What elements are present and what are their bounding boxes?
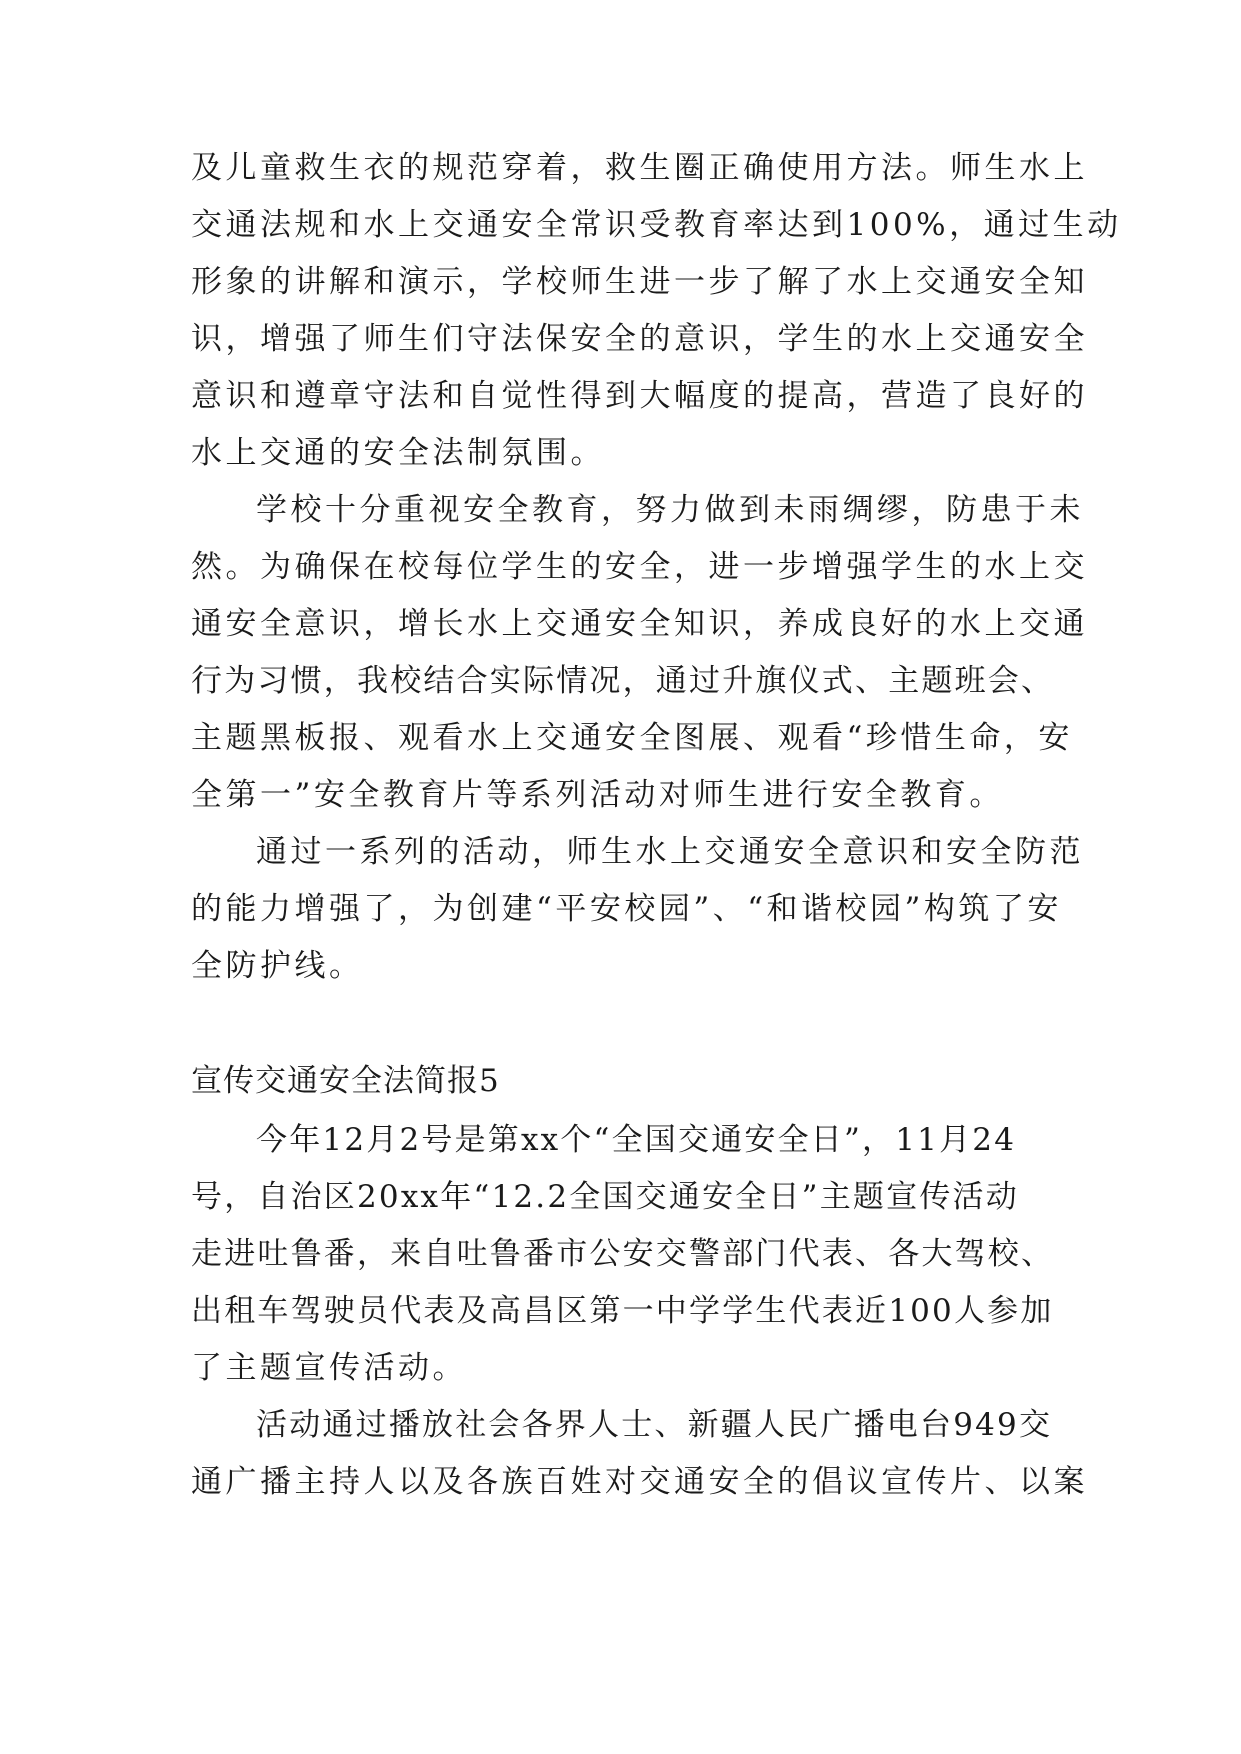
paragraph-line: 全防护线。 bbox=[191, 948, 364, 984]
paragraph-line: 意识和遵章守法和自觉性得到大幅度的提高，营造了良好的 bbox=[191, 378, 1088, 414]
paragraph-line: 活动通过播放社会各界人士、新疆人民广播电台949交 bbox=[256, 1407, 1053, 1443]
section-heading: 宣传交通安全法简报5 bbox=[191, 1063, 500, 1099]
paragraph-line: 学校十分重视安全教育，努力做到未雨绸缪，防患于未 bbox=[256, 492, 1084, 528]
paragraph-line: 通广播主持人以及各族百姓对交通安全的倡议宣传片、以案 bbox=[191, 1464, 1088, 1500]
paragraph-line: 及儿童救生衣的规范穿着，救生圈正确使用方法。师生水上 bbox=[191, 150, 1088, 186]
paragraph-line: 出租车驾驶员代表及高昌区第一中学学生代表近100人参加 bbox=[191, 1293, 1054, 1329]
paragraph-line: 通过一系列的活动，师生水上交通安全意识和安全防范 bbox=[256, 834, 1084, 870]
paragraph-line: 水上交通的安全法制氛围。 bbox=[191, 435, 605, 471]
paragraph-line: 走进吐鲁番，来自吐鲁番市公安交警部门代表、各大驾校、 bbox=[191, 1236, 1055, 1272]
paragraph-line: 主题黑板报、观看水上交通安全图展、观看“珍惜生命，安 bbox=[191, 720, 1073, 756]
paragraph-line: 的能力增强了，为创建“平安校园”、“和谐校园”构筑了安 bbox=[191, 891, 1062, 927]
paragraph-line: 通安全意识，增长水上交通安全知识，养成良好的水上交通 bbox=[191, 606, 1088, 642]
paragraph-line: 交通法规和水上交通安全常识受教育率达到100%，通过生动 bbox=[191, 207, 1122, 243]
paragraph-line: 行为习惯，我校结合实际情况，通过升旗仪式、主题班会、 bbox=[191, 663, 1055, 699]
paragraph-line: 识，增强了师生们守法保安全的意识，学生的水上交通安全 bbox=[191, 321, 1088, 357]
paragraph-line: 形象的讲解和演示，学校师生进一步了解了水上交通安全知 bbox=[191, 264, 1088, 300]
paragraph-line: 然。为确保在校每位学生的安全，进一步增强学生的水上交 bbox=[191, 549, 1088, 585]
paragraph-line: 今年12月2号是第xx个“全国交通安全日”，11月24 bbox=[256, 1122, 1017, 1158]
paragraph-line: 号，自治区20xx年“12.2全国交通安全日”主题宣传活动 bbox=[191, 1179, 1019, 1215]
paragraph-line: 全第一”安全教育片等系列活动对师生进行安全教育。 bbox=[191, 777, 1004, 813]
paragraph-line: 了主题宣传活动。 bbox=[191, 1350, 467, 1386]
